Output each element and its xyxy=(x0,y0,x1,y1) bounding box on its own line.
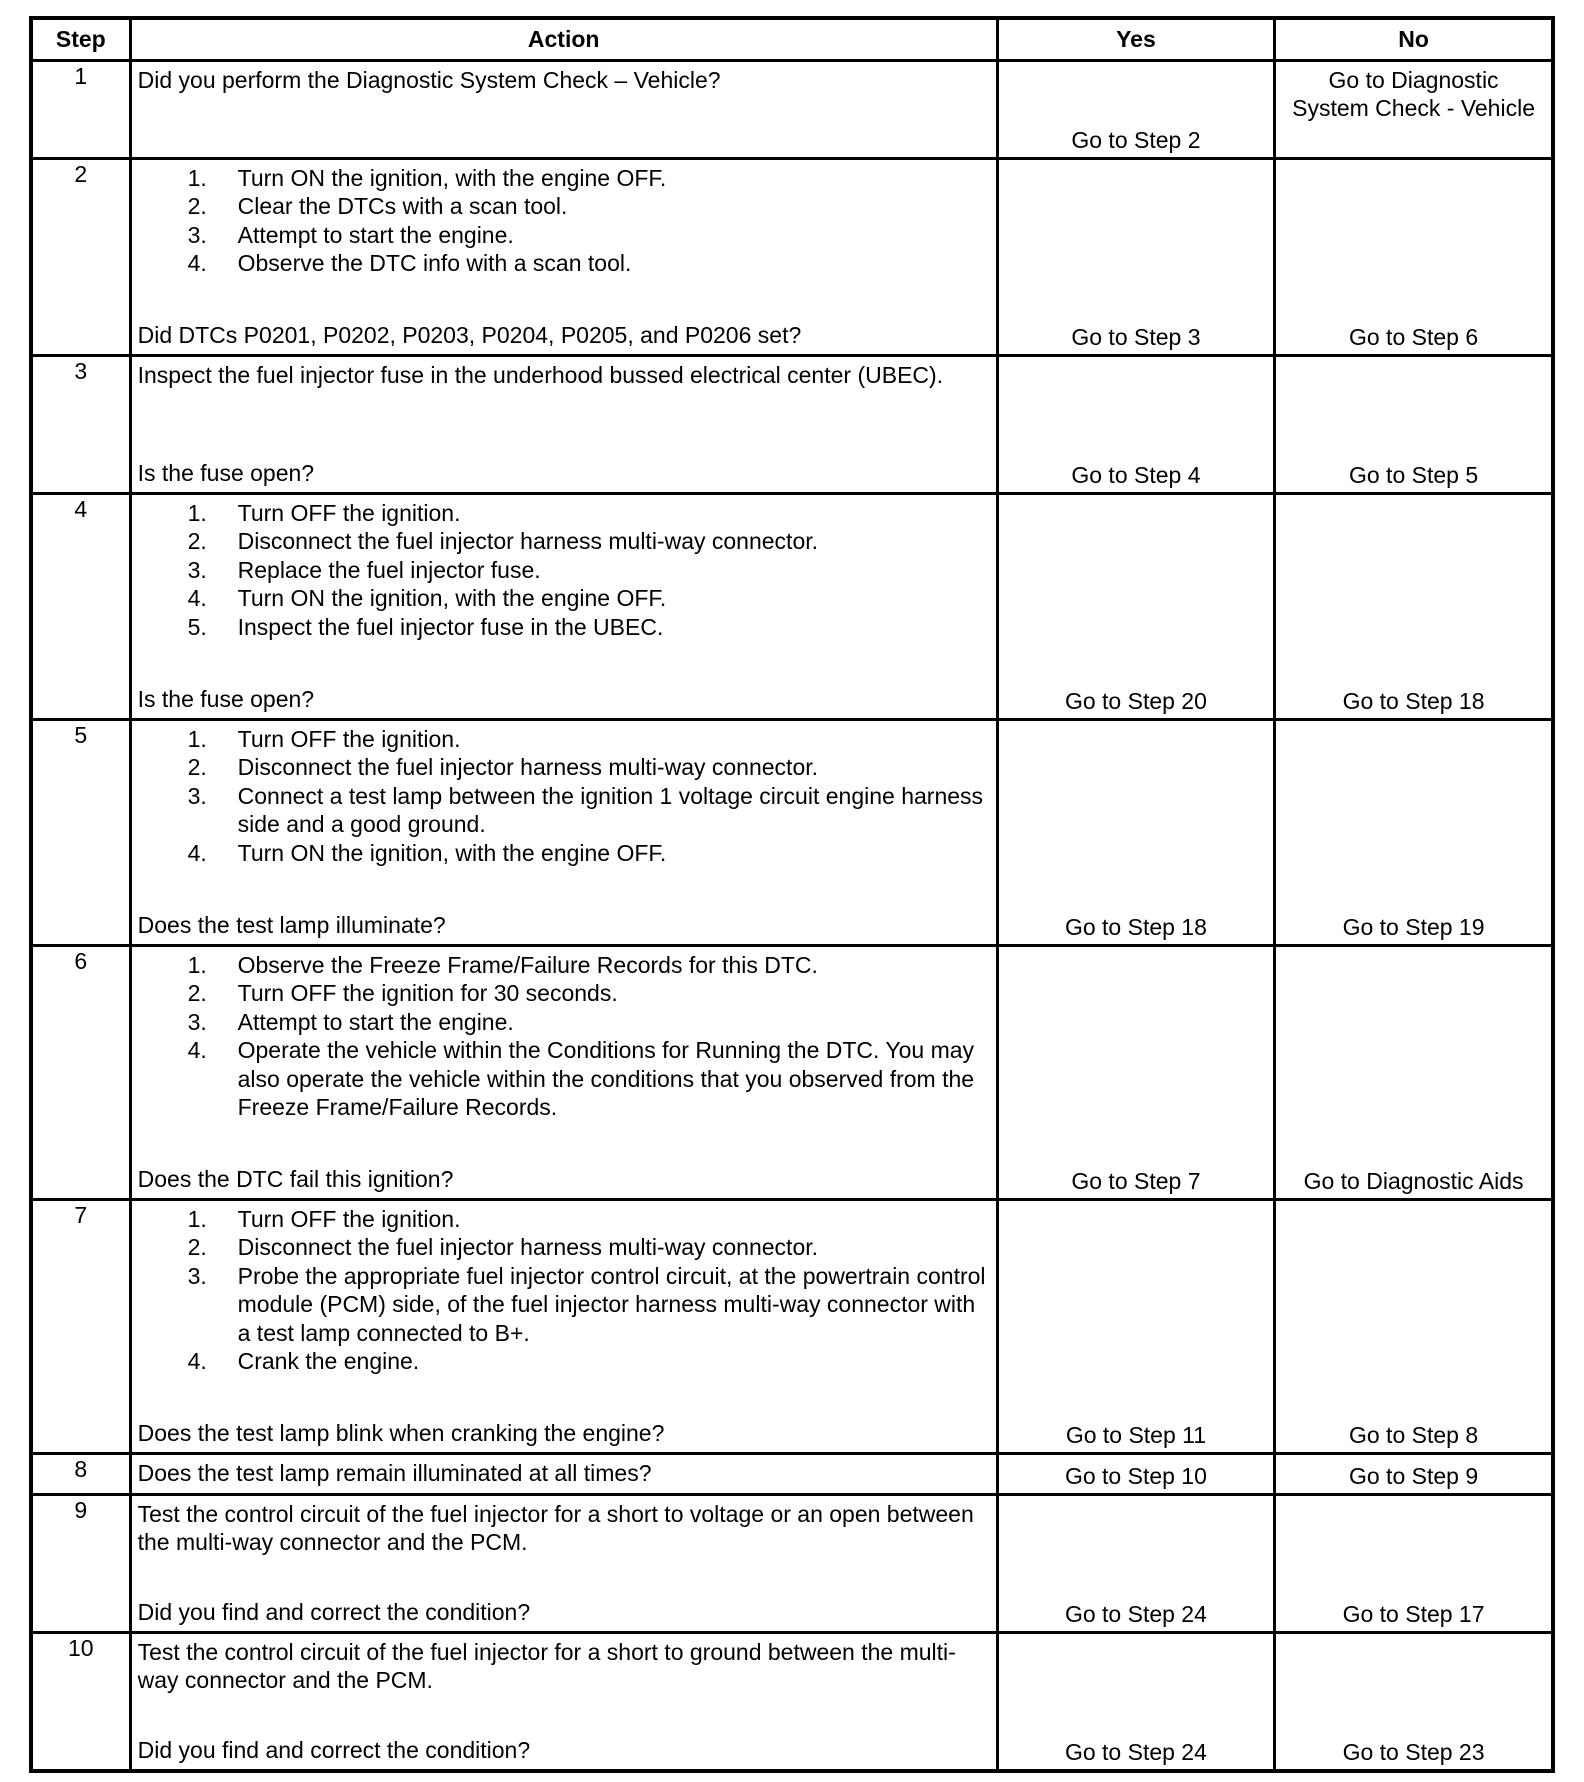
list-item-text: Turn OFF the ignition for 30 seconds. xyxy=(237,980,618,1006)
header-action: Action xyxy=(130,18,997,60)
list-item-text: Attempt to start the engine. xyxy=(237,221,514,248)
list-item-text: Disconnect the fuel injector harness multi-way connector. xyxy=(237,1234,819,1260)
list-item-text: Turn OFF the ignition. xyxy=(237,499,461,526)
no-result-cell xyxy=(1275,719,1553,945)
list-item xyxy=(138,951,990,980)
yes-result-text: Go to Step 3 xyxy=(1071,324,1201,350)
no-result-cell xyxy=(1275,1632,1553,1771)
list-item-number: 2. xyxy=(187,528,207,554)
list-item-text: Connect a test lamp between the ignition 1 voltage circuit engine harness side and a good ground. xyxy=(237,782,984,837)
question-text: Does the DTC fail this ignition? xyxy=(137,1166,454,1192)
procedure-list xyxy=(138,164,990,278)
no-result-cell xyxy=(1275,945,1553,1199)
question-text: Is the fuse open? xyxy=(137,460,315,486)
list-item-text: Attempt to start the engine. xyxy=(237,1008,514,1035)
no-result-cell xyxy=(1275,1453,1553,1494)
list-item-text: Turn ON the ignition, with the engine OFF. xyxy=(237,585,667,611)
list-item-number: 1. xyxy=(187,725,207,752)
list-item-number: 3. xyxy=(187,782,207,809)
header-yes: Yes xyxy=(997,18,1274,60)
no-result-text: Go to Step 9 xyxy=(1348,1463,1479,1489)
table-row xyxy=(31,1199,1553,1453)
list-item-number: 1. xyxy=(187,1205,207,1232)
step-number: 5 xyxy=(31,719,130,945)
list-item-number: 4. xyxy=(187,585,207,611)
yes-result-text: Go to Step 10 xyxy=(1064,1463,1207,1489)
step-number: 10 xyxy=(31,1632,130,1771)
list-item xyxy=(138,192,990,221)
diagnostic-table xyxy=(29,16,1555,1773)
action-cell xyxy=(130,1494,997,1632)
yes-result-cell xyxy=(997,1453,1274,1494)
table-row xyxy=(31,1632,1553,1771)
list-item-text: Operate the vehicle within the Conditions for Running the DTC. You may also operate the vehicle within the conditions that you observed from the Freeze Frame/Failure Records. xyxy=(237,1037,975,1120)
yes-result-cell xyxy=(997,158,1274,355)
question-text: Does the test lamp illuminate? xyxy=(137,912,446,938)
question-text: Did you find and correct the condition? xyxy=(137,1599,531,1625)
table-row xyxy=(31,1494,1553,1632)
list-item xyxy=(138,1262,990,1348)
list-item xyxy=(138,1008,990,1037)
table-row xyxy=(31,719,1553,945)
list-item xyxy=(138,1347,990,1376)
list-item-number: 2. xyxy=(187,980,207,1006)
list-item-number: 3. xyxy=(187,1008,207,1035)
list-item xyxy=(138,1233,990,1262)
list-item xyxy=(138,1036,990,1122)
step-number: 1 xyxy=(31,60,130,158)
list-item xyxy=(138,839,990,868)
list-item-number: 3. xyxy=(187,221,207,248)
list-item xyxy=(138,527,990,556)
yes-result-text: Go to Step 2 xyxy=(1071,127,1201,153)
no-result-cell xyxy=(1275,355,1553,493)
list-item-number: 4. xyxy=(187,839,207,866)
action-text: Did you perform the Diagnostic System Check – Vehicle? xyxy=(137,66,721,93)
list-item-text: Clear the DTCs with a scan tool. xyxy=(237,193,568,219)
table-row xyxy=(31,493,1553,719)
table-row xyxy=(31,158,1553,355)
procedure-list xyxy=(138,499,990,642)
action-text: Does the test lamp remain illuminated at all times? xyxy=(137,1459,652,1486)
list-item-text: Replace the fuel injector fuse. xyxy=(237,556,541,583)
list-item-text: Turn OFF the ignition. xyxy=(237,725,461,752)
no-result-text: Go to Step 18 xyxy=(1342,688,1485,714)
no-result-cell xyxy=(1275,1199,1553,1453)
action-cell xyxy=(130,945,997,1199)
list-item-text: Probe the appropriate fuel injector control circuit, at the powertrain control module (PCM) side, of the fuel injector harness multi-way connector with a test lamp connected to B+. xyxy=(237,1262,986,1346)
list-item-number: 4. xyxy=(187,1037,207,1063)
question-text: Is the fuse open? xyxy=(137,686,315,712)
list-item xyxy=(138,164,990,193)
list-item-number: 1. xyxy=(187,951,207,978)
table-body xyxy=(31,60,1553,1771)
no-result-text: Go to Step 17 xyxy=(1342,1601,1485,1627)
yes-result-cell xyxy=(997,1199,1274,1453)
header-step: Step xyxy=(31,18,130,60)
action-text: Test the control circuit of the fuel injector for a short to voltage or an open between the multi-way connector and the PCM. xyxy=(137,1500,974,1555)
list-item-text: Turn ON the ignition, with the engine OFF. xyxy=(237,164,667,191)
list-item-number: 1. xyxy=(187,164,207,191)
list-item-text: Turn ON the ignition, with the engine OFF. xyxy=(237,839,667,866)
yes-result-cell xyxy=(997,60,1274,158)
list-item-text: Disconnect the fuel injector harness multi-way connector. xyxy=(237,528,819,554)
no-result-text: Go to Step 23 xyxy=(1342,1739,1485,1765)
list-item-number: 1. xyxy=(187,499,207,526)
table-row xyxy=(31,1453,1553,1494)
no-result-cell xyxy=(1275,158,1553,355)
list-item xyxy=(138,499,990,528)
no-result-text: Go to Diagnostic Aids xyxy=(1303,1168,1524,1194)
no-result-text: Go to Step 8 xyxy=(1348,1422,1479,1448)
table-row xyxy=(31,355,1553,493)
yes-result-text: Go to Step 18 xyxy=(1064,914,1207,940)
action-text: Test the control circuit of the fuel injector for a short to ground between the multi-way connector and the PCM. xyxy=(137,1638,956,1693)
step-number: 6 xyxy=(31,945,130,1199)
yes-result-cell xyxy=(997,493,1274,719)
procedure-list xyxy=(138,725,990,868)
action-cell xyxy=(130,1453,997,1494)
yes-result-cell xyxy=(997,355,1274,493)
yes-result-cell xyxy=(997,945,1274,1199)
list-item xyxy=(138,613,990,642)
list-item xyxy=(138,782,990,839)
list-item-number: 2. xyxy=(187,193,207,219)
no-result-cell xyxy=(1275,1494,1553,1632)
list-item-number: 3. xyxy=(187,1262,207,1289)
procedure-list xyxy=(138,1205,990,1376)
yes-result-text: Go to Step 24 xyxy=(1064,1601,1207,1627)
action-cell xyxy=(130,1199,997,1453)
no-result-cell xyxy=(1275,493,1553,719)
step-number: 7 xyxy=(31,1199,130,1453)
list-item-text: Observe the Freeze Frame/Failure Records for this DTC. xyxy=(237,951,818,978)
list-item-text: Observe the DTC info with a scan tool. xyxy=(237,250,632,276)
action-cell xyxy=(130,493,997,719)
action-cell xyxy=(130,719,997,945)
action-cell xyxy=(130,355,997,493)
list-item xyxy=(138,556,990,585)
yes-result-cell xyxy=(997,1632,1274,1771)
step-number: 9 xyxy=(31,1494,130,1632)
step-number: 3 xyxy=(31,355,130,493)
no-result-text: Go to Step 6 xyxy=(1348,324,1479,350)
list-item-number: 2. xyxy=(187,1234,207,1260)
question-text: Did you find and correct the condition? xyxy=(137,1737,531,1763)
list-item-number: 3. xyxy=(187,556,207,583)
yes-result-text: Go to Step 4 xyxy=(1071,462,1201,488)
list-item-text: Inspect the fuel injector fuse in the UBEC. xyxy=(237,613,664,640)
step-number: 4 xyxy=(31,493,130,719)
action-cell xyxy=(130,60,997,158)
list-item xyxy=(138,753,990,782)
list-item xyxy=(138,221,990,250)
list-item xyxy=(138,725,990,754)
list-item-text: Disconnect the fuel injector harness multi-way connector. xyxy=(237,754,819,780)
header-row xyxy=(31,18,1553,60)
list-item-text: Crank the engine. xyxy=(237,1348,420,1374)
action-text: Inspect the fuel injector fuse in the underhood bussed electrical center (UBEC). xyxy=(137,361,944,388)
yes-result-cell xyxy=(997,719,1274,945)
step-number: 2 xyxy=(31,158,130,355)
yes-result-text: Go to Step 11 xyxy=(1065,1422,1207,1448)
question-text: Does the test lamp blink when cranking the engine? xyxy=(137,1420,665,1446)
list-item-number: 4. xyxy=(187,1348,207,1374)
yes-result-text: Go to Step 20 xyxy=(1064,688,1207,714)
list-item-number: 5. xyxy=(187,613,207,640)
no-result-text: Go to Step 5 xyxy=(1348,462,1479,488)
no-result-text: Go to Diagnostic System Check - Vehicle xyxy=(1292,66,1535,121)
question-text: Did DTCs P0201, P0202, P0203, P0204, P0205, and P0206 set? xyxy=(137,322,802,348)
list-item xyxy=(138,249,990,278)
list-item-text: Turn OFF the ignition. xyxy=(237,1205,461,1232)
no-result-cell xyxy=(1275,60,1553,158)
table-row xyxy=(31,945,1553,1199)
yes-result-cell xyxy=(997,1494,1274,1632)
list-item xyxy=(138,979,990,1008)
list-item-number: 4. xyxy=(187,250,207,276)
yes-result-text: Go to Step 7 xyxy=(1071,1168,1201,1194)
header-no: No xyxy=(1275,18,1553,60)
action-cell xyxy=(130,158,997,355)
action-cell xyxy=(130,1632,997,1771)
procedure-list xyxy=(138,951,990,1122)
table-row xyxy=(31,60,1553,158)
list-item xyxy=(138,1205,990,1234)
no-result-text: Go to Step 19 xyxy=(1342,914,1485,940)
step-number: 8 xyxy=(31,1453,130,1494)
list-item-number: 2. xyxy=(187,754,207,780)
list-item xyxy=(138,584,990,613)
yes-result-text: Go to Step 24 xyxy=(1064,1739,1207,1765)
